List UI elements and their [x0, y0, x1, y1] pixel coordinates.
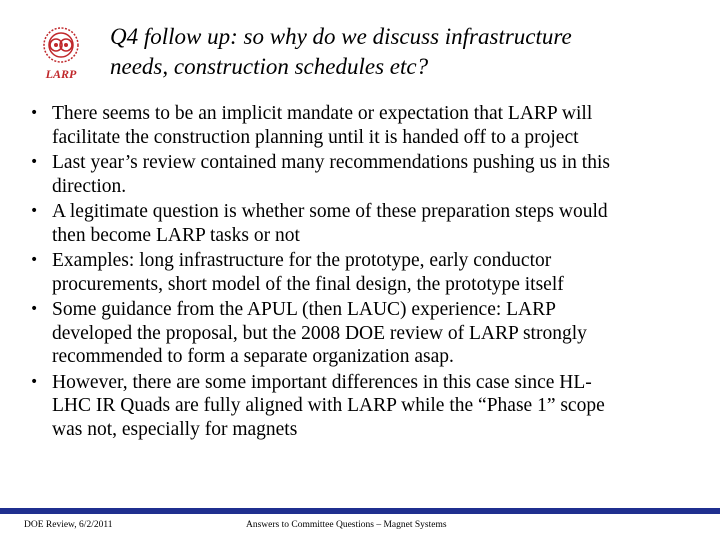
- bullet-line: recommended to form a separate organization asap.: [52, 346, 454, 367]
- logo-text: LARP: [45, 67, 77, 81]
- bullet-item: [30, 371, 700, 442]
- bullet-line: direction.: [52, 175, 127, 197]
- bullet-item: [30, 151, 700, 198]
- footer-title: Answers to Committee Questions – Magnet Systems: [246, 520, 447, 530]
- bullet-line: • Examples: long infrastructure for the prototype, early conductor: [52, 250, 552, 271]
- bullet-line: LHC IR Quads are fully aligned with LARP while the “Phase 1” scope: [52, 395, 605, 416]
- bullet-line: • There seems to be an implicit mandate or expectation that LARP will: [52, 103, 593, 124]
- slide-title: [110, 22, 700, 82]
- footer-bar: [0, 508, 720, 514]
- footer-date: DOE Review, 6/2/2011: [24, 520, 113, 530]
- bullet-line: • However, there are some important differences in this case since HL-: [52, 371, 592, 393]
- bullet-item: [30, 298, 700, 369]
- bullet-list: [30, 102, 700, 443]
- bullet-line: • A legitimate question is whether some of these preparation steps would: [52, 201, 608, 222]
- bullet-line: • Some guidance from the APUL (then LAUC) experience: LARP: [52, 299, 556, 320]
- bullet-line: procurements, short model of the final design, the prototype itself: [52, 273, 564, 295]
- larp-logo: [36, 24, 86, 84]
- bullet-item: [30, 102, 700, 149]
- title-line: needs, construction schedules etc?: [110, 54, 429, 79]
- bullet-line: then become LARP tasks or not: [52, 224, 300, 246]
- title-line: Q4 follow up: so why do we discuss infrastructure: [110, 24, 572, 49]
- bullet-line: was not, especially for magnets: [52, 418, 298, 440]
- bullet-line: • Last year’s review contained many recommendations pushing us in this: [52, 152, 610, 173]
- bullet-line: developed the proposal, but the 2008 DOE review of LARP strongly: [52, 322, 587, 344]
- bullet-item: [30, 200, 700, 247]
- larp-logo-icon: [36, 24, 86, 84]
- bullet-item: [30, 249, 700, 296]
- bullet-line: facilitate the construction planning until it is handed off to a project: [52, 126, 579, 148]
